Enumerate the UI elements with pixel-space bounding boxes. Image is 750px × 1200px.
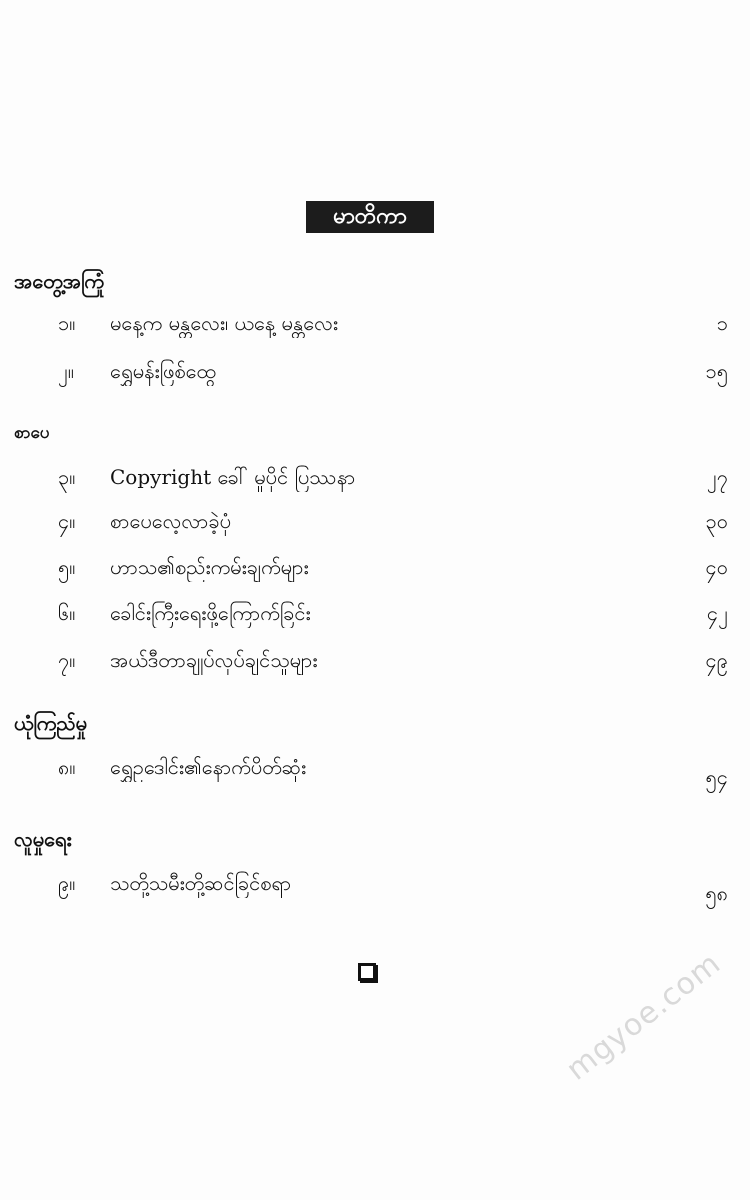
- entry-page-number: ၁: [716, 311, 728, 335]
- entry-number: ၆။: [58, 601, 76, 625]
- section-heading-experience: အတွေ့အကြုံ: [14, 269, 104, 293]
- toc-entry[interactable]: [58, 645, 728, 675]
- end-square-icon: [358, 963, 376, 981]
- toc-entry[interactable]: [58, 356, 728, 386]
- entry-number: ၁။: [58, 311, 76, 335]
- page-title: မာတိကာ: [306, 201, 434, 233]
- entry-title: အယ်ဒီတာချုပ်လုပ်ချင်သူများ: [110, 648, 318, 672]
- section-heading-social: လူမှုရေး: [14, 827, 72, 851]
- entry-page-number: ၅၈: [705, 881, 728, 905]
- toc-entry[interactable]: [58, 552, 728, 582]
- entry-title: ရွှေမန်းဖြစ်ထွေ: [110, 359, 216, 383]
- toc-entry[interactable]: [58, 868, 728, 905]
- entry-number: ၉။: [58, 871, 76, 895]
- entry-page-number: ၄၂: [706, 601, 728, 625]
- section-heading-belief: ယုံကြည်မှု: [14, 711, 88, 735]
- toc-entry[interactable]: [58, 598, 728, 628]
- entry-number: ၇။: [58, 648, 76, 672]
- entry-page-number: ၃၀: [705, 509, 728, 533]
- entry-number: ၄။: [58, 509, 76, 533]
- toc-entry[interactable]: [58, 308, 728, 338]
- toc-entry[interactable]: [58, 462, 728, 492]
- entry-title: မနေ့က မန္တလေး၊ ယနေ့ မန္တလေး: [110, 311, 338, 335]
- toc-entry[interactable]: [58, 506, 728, 536]
- entry-page-number: ၄၉: [705, 648, 728, 672]
- entry-number: ၅။: [58, 555, 76, 579]
- watermark: mgyoe.com: [560, 945, 728, 1088]
- toc-entry[interactable]: [58, 752, 728, 789]
- entry-title: ခေါင်းကြီးရေးဖို့ကြောက်ခြင်း: [110, 601, 311, 625]
- entry-page-number: ၄၀: [705, 555, 728, 579]
- entry-title: ဟာသ၏စည်းကမ်းချက်များ: [110, 555, 309, 579]
- entry-title: ရွှေဥဒေါင်း၏နောက်ပိတ်ဆုံး: [110, 755, 307, 779]
- entry-page-number: ၅၄: [705, 765, 728, 789]
- entry-number: ၈။: [58, 755, 76, 779]
- entry-number: ၃။: [58, 465, 76, 489]
- entry-number: ၂။: [58, 359, 74, 383]
- entry-title: Copyright ခေါ် မူပိုင် ပြဿနာ: [110, 465, 356, 489]
- section-heading-literature: စာပေ: [14, 423, 50, 443]
- entry-title: စာပေလေ့လာခဲ့ပုံ: [110, 509, 231, 533]
- entry-page-number: ၁၅: [705, 359, 728, 383]
- entry-page-number: ၂၇: [706, 465, 728, 489]
- entry-title: သတို့သမီးတို့ဆင်ခြင်စရာ: [110, 871, 292, 895]
